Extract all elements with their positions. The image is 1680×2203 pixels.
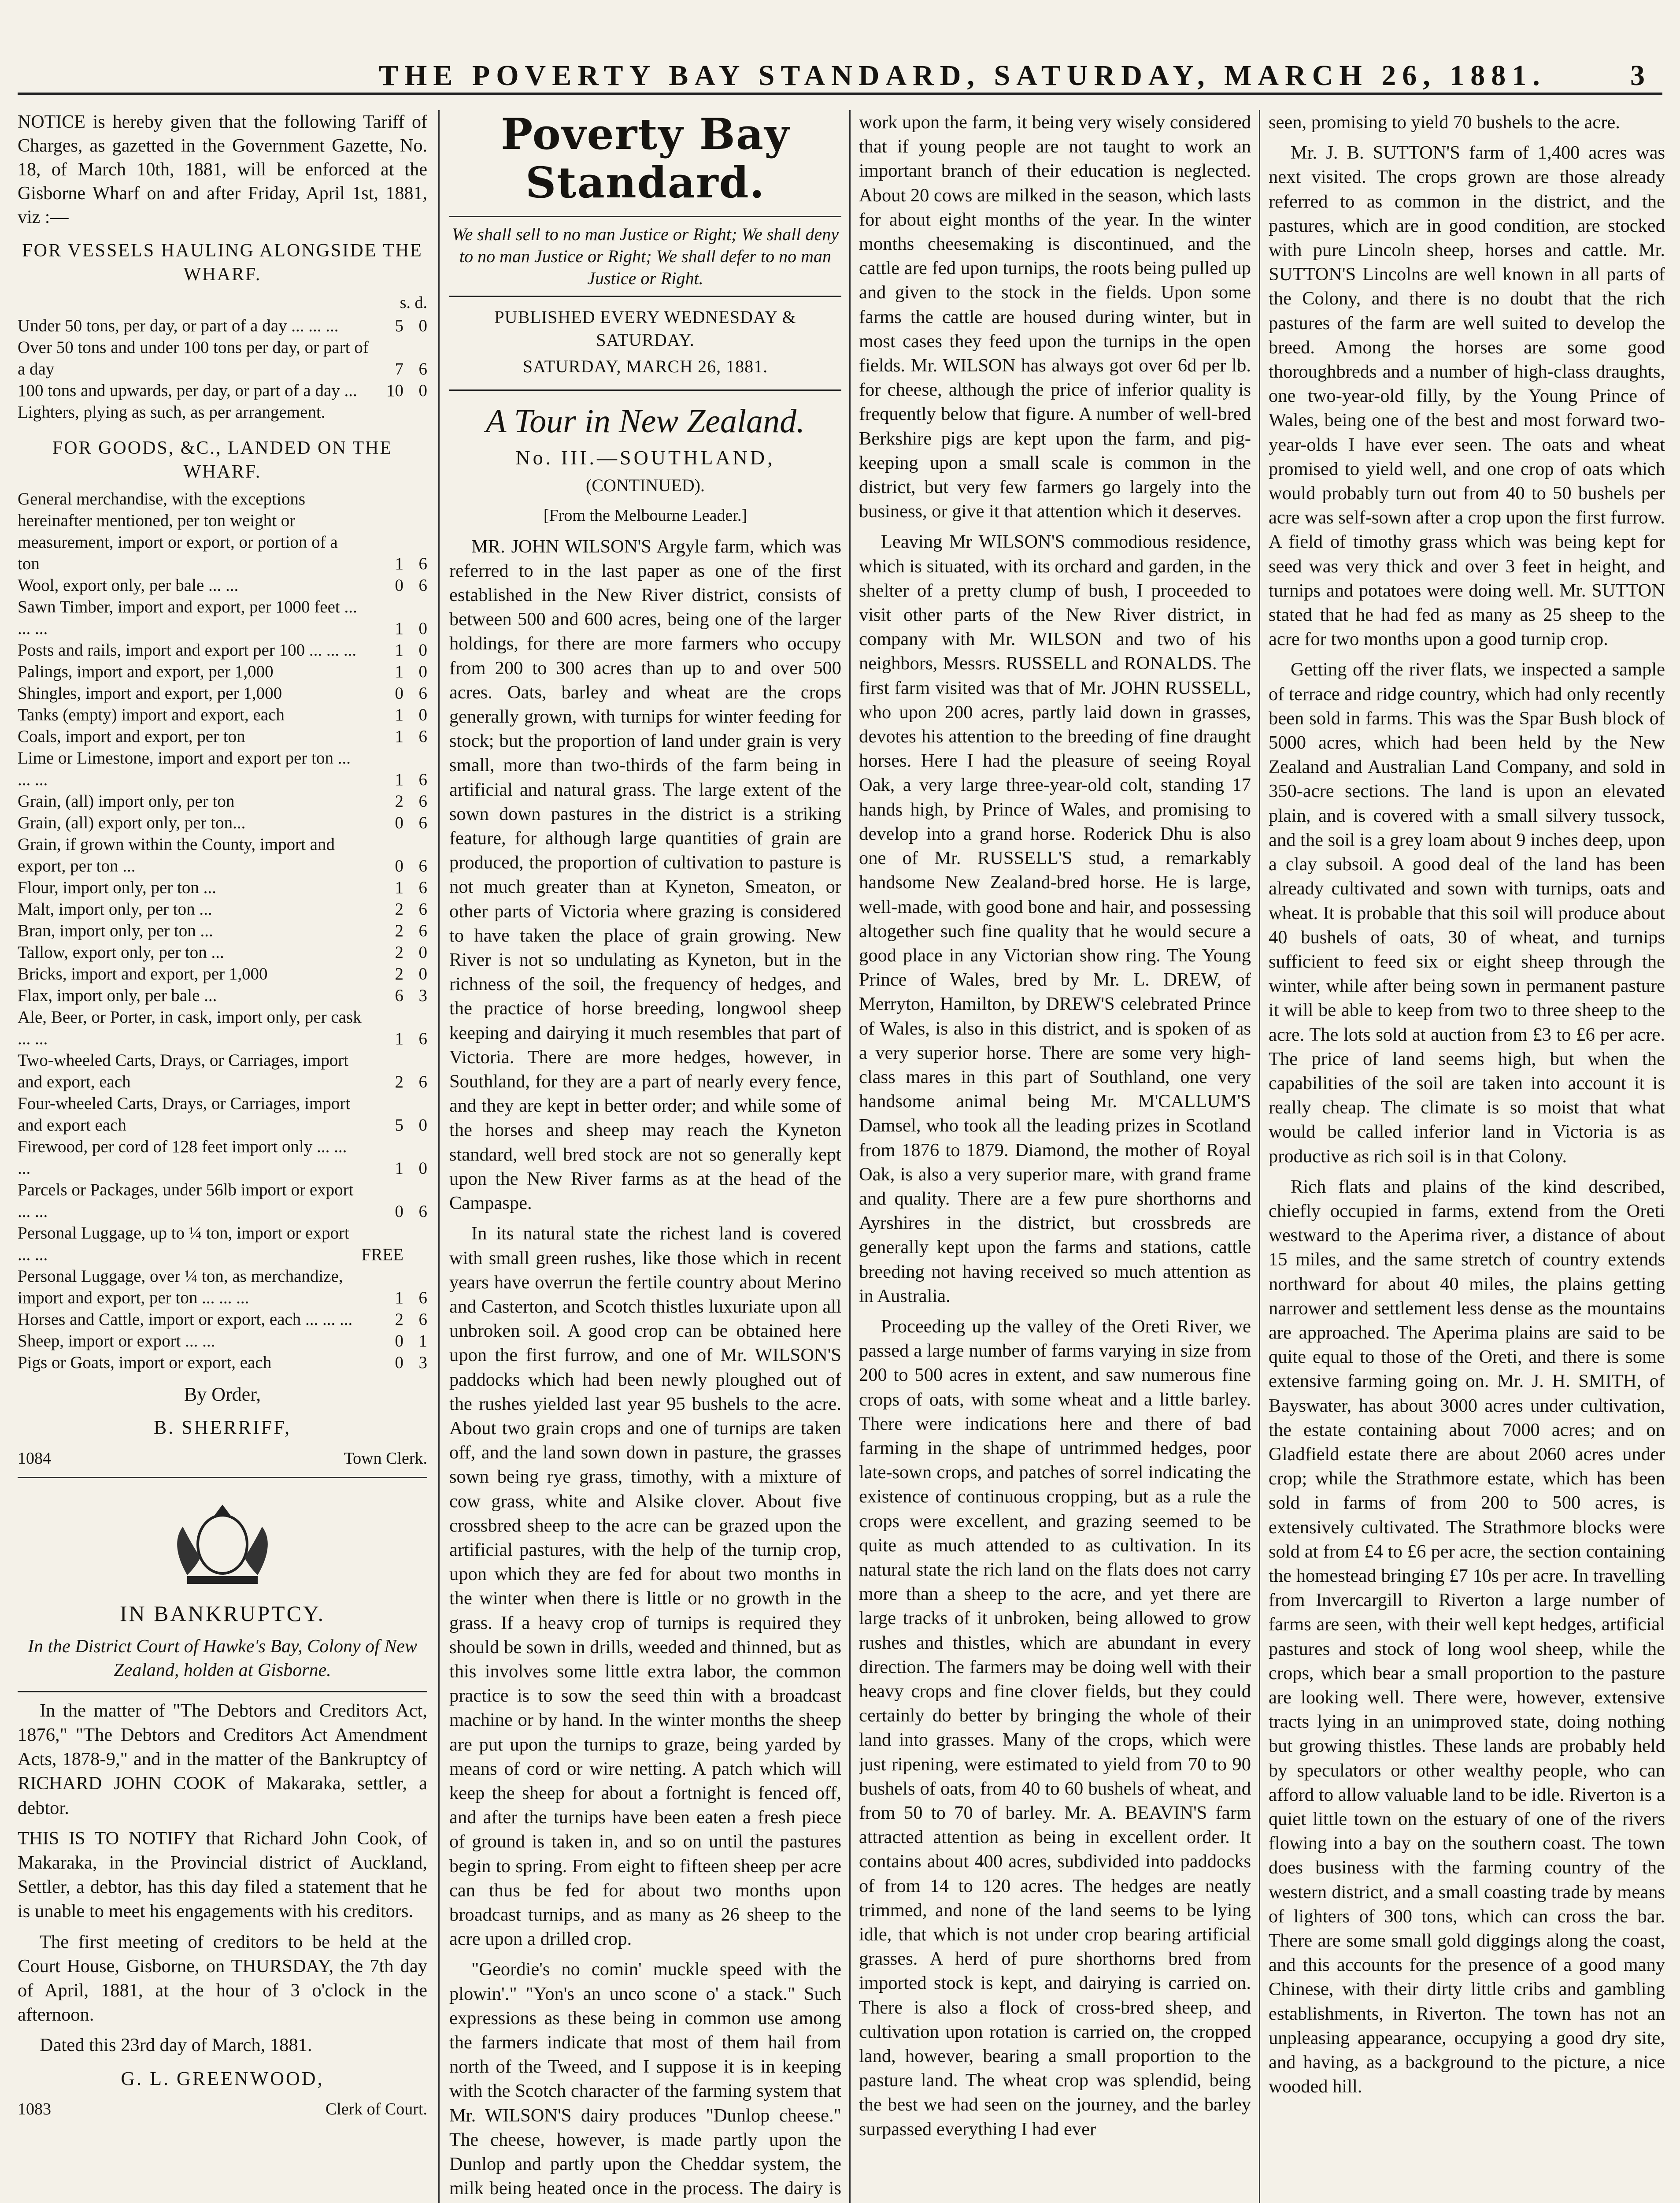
tariff-pence: 0: [418, 1116, 427, 1135]
tariff-row: [18, 812, 427, 834]
tariff-item: Firewood, per cord of 128 feet import only ... ... ...: [18, 1137, 347, 1178]
column-article-continued: [859, 110, 1251, 2203]
tariff-item: Over 50 tons and under 100 tons per day, or part of a day: [18, 338, 369, 379]
tariff-row: [18, 1136, 427, 1179]
tariff-shillings: 1: [395, 641, 403, 660]
signer-row: [18, 1449, 427, 1478]
tariff-shillings: 0: [395, 576, 403, 595]
tariff-pence: 6: [418, 1202, 427, 1221]
signer-name: B. SHERRIFF,: [153, 1417, 292, 1439]
tariff-item: Posts and rails, import and export per 100 ... ... ...: [18, 641, 357, 660]
tariff-row: [18, 488, 427, 575]
tariff-pence: 6: [418, 857, 427, 876]
by-order: By Order,: [184, 1383, 261, 1406]
tariff-shillings: 1: [395, 1159, 403, 1178]
tariff-pence: 6: [418, 1288, 427, 1308]
tariff-row: [18, 920, 427, 942]
tariff-item: 100 tons and upwards, per day, or part of a day ...: [18, 381, 357, 401]
tariff-shillings: 1: [395, 770, 403, 790]
column-editorial: [449, 110, 841, 2203]
tariff-row: [18, 1050, 427, 1093]
tariff-pence: 3: [418, 1353, 427, 1372]
tariff-shillings: 0: [395, 1202, 403, 1221]
tariff-shillings: 2: [395, 964, 403, 984]
tariff-item: Palings, import and export, per 1,000: [18, 662, 274, 682]
tariff-item: Personal Luggage, up to ¼ ton, import or export ... ...: [18, 1224, 349, 1265]
issue-date: SATURDAY, MARCH 26, 1881.: [522, 356, 768, 376]
tariff-item: Tallow, export only, per ton ...: [18, 943, 224, 962]
tariff-row: [18, 682, 427, 704]
matter-text: In the matter of "The Debtors and Creditors Act, 1876," "The Debtors and Creditors Act Amendment Acts, 1878-9," and in the matter of the Bankruptcy of RICHARD JOHN COOK of Makaraka, settler, a debtor.: [18, 1700, 427, 1818]
tariff-shillings: 7: [395, 360, 403, 379]
tariff-pence: 0: [418, 316, 427, 336]
vessels-heading: FOR VESSELS HAULING ALONGSIDE THE WHARF.: [22, 241, 423, 285]
tariff-pence: 0: [418, 705, 427, 725]
signer2-row: [18, 2099, 427, 2119]
signer2-title: Clerk of Court.: [325, 2099, 427, 2118]
tariff-row: [18, 747, 427, 790]
tariff-row: [18, 985, 427, 1006]
tariff-pence: 0: [418, 943, 427, 962]
tariff-item: Wool, export only, per bale ... ...: [18, 576, 239, 595]
tariff-item: Bricks, import and export, per 1,000: [18, 964, 268, 984]
tariff-row: [18, 575, 427, 596]
vessels-tariff-table: [18, 315, 427, 423]
tariff-pence: 0: [418, 1159, 427, 1178]
tariff-pence: [403, 401, 427, 423]
tariff-pence: 6: [418, 792, 427, 811]
tariff-row: [18, 1222, 427, 1265]
motto: We shall sell to no man Justice or Right; We shall deny to no man Justice or Right; We shall defer to no man Justice or Right.: [449, 216, 841, 297]
tariff-pence: 6: [418, 1310, 427, 1329]
tariff-row: [18, 315, 427, 337]
tariff-row: [18, 790, 427, 812]
article-paragraph: Getting off the river flats, we inspected a sample of terrace and ridge country, which had only recently been sold in farms. This was the Spar Bush block of 5000 acres, which had been held by the New Zealand and Australian Land Company, and sold in 350-acre sections. The land is upon an elevated plain, and is covered with a small silvery tussock, and the soil is a grey loam about 9 inches deep, upon a clay subsoil. A good deal of the land has been already cultivated and sown with turnips, oats and wheat. It is probable that this soil will produce about 40 bushels of oats, 30 of wheat, and turnips sufficient to feed six or eight sheep through the winter, while after being sown in permanent pasture it will be able to keep from two to three sheep to the acre. The lots sold at auction from £3 to £6 per acre. The price of land seems high, but when the capabilities of the soil are taken into account it is really cheap. The climate is so moist that what would be called inferior land in Victoria is as productive as rich soil is in that Colony.: [1269, 659, 1665, 1167]
tariff-item: Bran, import only, per ton ...: [18, 921, 213, 941]
tariff-row: [18, 337, 427, 380]
tariff-shillings: 2: [395, 1072, 403, 1092]
tariff-shillings: 1: [395, 662, 403, 682]
tariff-row: [18, 1093, 427, 1136]
tariff-item: Horses and Cattle, import or export, each ... ... ...: [18, 1310, 353, 1329]
tariff-row: [18, 1330, 427, 1352]
tariff-item: Shingles, import and export, per 1,000: [18, 684, 282, 703]
tariff-pence: 0: [418, 619, 427, 638]
tariff-row: [18, 726, 427, 747]
tariff-pence: 6: [418, 878, 427, 898]
tariff-item: Sheep, import or export ... ...: [18, 1331, 215, 1351]
article-source: [From the Melbourne Leader.]: [543, 506, 747, 525]
article-headline: A Tour in New Zealand.: [449, 389, 841, 441]
tariff-shillings: 1: [395, 705, 403, 725]
continued-label: (CONTINUED).: [586, 475, 705, 496]
tariff-shillings: 10: [386, 381, 403, 401]
tariff-pence: 6: [418, 921, 427, 941]
tariff-pence: 6: [418, 770, 427, 790]
tariff-shillings: 1: [395, 878, 403, 898]
tariff-item: Grain, (all) import only, per ton: [18, 792, 235, 811]
tariff-shillings: 0: [395, 684, 403, 703]
tariff-item: Parcels or Packages, under 56lb import or export ... ...: [18, 1180, 354, 1221]
notice-number-2: 1083: [18, 2099, 51, 2118]
tariff-item: General merchandise, with the exceptions hereinafter mentioned, per ton weight or measurement, import or export, or portion of a ton: [18, 490, 338, 574]
tariff-row: [18, 1006, 427, 1050]
notice-number: 1084: [18, 1449, 51, 1468]
tariff-shillings: 2: [395, 1310, 403, 1329]
tariff-row: [18, 704, 427, 726]
tariff-shillings: 1: [395, 619, 403, 638]
tariff-shillings: 1: [395, 1288, 403, 1308]
tariff-row: [18, 1309, 427, 1330]
tariff-shillings: 6: [395, 986, 403, 1005]
tariff-item: Coals, import and export, per ton: [18, 727, 245, 746]
article-paragraph: Proceeding up the valley of the Oreti River, we passed a large number of farms varying in size from 200 to 500 acres in extent, and saw numerous fine crops of oats, with some wheat and a little barley. There were indications here and there of bad farming in the shape of untrimmed hedges, poor late-sown crops, and patches of sorrel indicating the existence of continuous cropping, but as a rule the crops were excellent, and grazing seemed to be quite as much attended to as cultivation. In its natural state the rich land on the flats does not carry more than a sheep to the acre, and yet there are large tracks of it unbroken, being allowed to grow rushes and thistles, which are abundant in every direction. The farmers may be doing well with their heavy crops and fine clover fields, but they could certainly do better by bringing the whole of their land into grasses. Many of the crops, which were just ripening, were estimated to yield from 70 to 90 bushels of oats, from 40 to 60 bushels of wheat, and from 50 to 70 of barley. Mr. A. BEAVIN'S farm attracted attention as being in excellent order. It contains about 400 acres, subdivided into paddocks of from 14 to 120 acres. The hedges are neatly trimmed, and none of the land seems to be lying idle, that which is not under crop bearing artificial grasses. A herd of pure shorthorns bred from imported stock is kept, and dairying is carried on. There is also a flock of cross-bred sheep, and cultivation upon rotation is carried on, the cropped land, however, bearing a small proportion to the pasture land. The wheat crop was splendid, being the best we had seen on the journey, and the barley surpassed everything I had ever: [859, 1316, 1251, 2140]
tariff-item: Flax, import only, per bale ...: [18, 986, 217, 1005]
tariff-shillings: 1: [395, 727, 403, 746]
tariff-pence: 3: [418, 986, 427, 1005]
tariff-pence: 6: [418, 360, 427, 379]
tariff-item: Lighters, plying as such, as per arrangement.: [18, 403, 326, 422]
tariff-pence: 6: [418, 684, 427, 703]
tariff-row: [18, 1265, 427, 1309]
bankruptcy-heading: IN BANKRUPTCY.: [119, 1601, 326, 1626]
tariff-item: Tanks (empty) import and export, each: [18, 705, 285, 725]
tariff-shillings: 5: [395, 1116, 403, 1135]
column-article-end: [1269, 110, 1665, 2203]
tariff-item: Four-wheeled Carts, Drays, or Carriages, import and export each: [18, 1094, 351, 1135]
tariff-pence: 6: [418, 813, 427, 833]
newspaper-nameplate: Poverty Bay Standard.: [501, 110, 790, 208]
column-rule: [1259, 110, 1260, 2203]
tariff-item: Under 50 tons, per day, or part of a day ... ... ...: [18, 316, 339, 336]
tariff-row: [18, 596, 427, 639]
notify-text: THIS IS TO NOTIFY that Richard John Cook, of Makaraka, in the Provincial district of Auckland, Settler, a debtor, has this day filed a statement that he is unable to meet his engagements with his creditors.: [18, 1828, 427, 1922]
tariff-shillings: 0: [395, 1331, 403, 1351]
tariff-shillings: [380, 401, 403, 423]
tariff-pence: 1: [418, 1331, 427, 1351]
goods-heading: FOR GOODS, &C., LANDED ON THE WHARF.: [52, 438, 393, 482]
goods-tariff-table: [18, 488, 427, 1373]
tariff-row: [18, 661, 427, 682]
article-number: No. III.—SOUTHLAND,: [515, 446, 775, 469]
royal-crest-icon: [156, 1491, 289, 1588]
column-rule: [849, 110, 851, 2203]
tariff-row: [18, 963, 427, 985]
tariff-pence: 0: [418, 964, 427, 984]
tariff-pence: 6: [418, 727, 427, 746]
tariff-pence: 6: [418, 1029, 427, 1049]
page-title: THE POVERTY BAY STANDARD, SATURDAY, MARCH 26, 1881.: [379, 59, 1546, 92]
tariff-item: Grain, if grown within the County, import and export, per ton ...: [18, 835, 335, 876]
masthead: [18, 53, 1662, 95]
tariff-pence: 0: [418, 641, 427, 660]
tariff-shillings: 0: [395, 857, 403, 876]
tariff-pence: [403, 1222, 427, 1265]
article-paragraph: Leaving Mr WILSON'S commodious residence, which is situated, with its orchard and garden, in the shelter of a pretty clump of bush, I proceeded to visit other parts of the New River district, in company with Mr. WILSON and two of his neighbors, Messrs. RUSSELL and RONALDS. The first farm visited was that of Mr. JOHN RUSSELL, who upon 200 acres, partly laid down in grasses, devotes his attention to the breeding of fine draught horses. Here I had the pleasure of seeing Royal Oak, a very large three-year-old colt, standing 17 hands high, by Prince of Wales, and promising to develop into a grand horse. Roderick Dhu is also one of Mr. RUSSELL'S stud, a remarkably handsome New Zealand-bred horse. He is large, well-made, with good bone and hair, and possessing altogether such fine quality that he would secure a good place in any Victorian show ring. The Young Prince of Wales, bred by Mr. L. DREW, of Merryton, Hamilton, by DREW'S celebrated Prince of Wales, is also in this district, and is spoken of as a very superior horse. There are some very high-class mares in this part of Southland, one very handsome animal being Mr. M'CALLUM'S Damsel, who took all the leading prizes in Scotland from 1876 to 1879. Diamond, the mother of Royal Oak, is also a very superior mare, with grand frame and quality. There are a few pure shorthorns and Ayrshires in the district, but crossbreds are generally kept upon the farms and stations, cattle breeding not having received so much attention as in Australia.: [859, 531, 1251, 1306]
tariff-shillings: 2: [395, 792, 403, 811]
tariff-shillings: 1: [395, 554, 403, 574]
tariff-row: [18, 401, 427, 423]
tariff-pence: 6: [418, 576, 427, 595]
page-number: 3: [1630, 59, 1645, 92]
tariff-shillings: 0: [395, 1353, 403, 1372]
tariff-shillings: 5: [395, 316, 403, 336]
tariff-item: Sawn Timber, import and export, per 1000 feet ... ... ...: [18, 597, 357, 638]
tariff-item: Grain, (all) export only, per ton...: [18, 813, 246, 833]
court-name: In the District Court of Hawke's Bay, Colony of New Zealand, holden at Gisborne.: [18, 1635, 427, 1692]
tariff-shillings: 0: [395, 813, 403, 833]
article-paragraph: Rich flats and plains of the kind described, chiefly occupied in farms, extend from the Oreti westward to the Aperima river, a distance of about 15 miles, and the same stretch of country extends northward for about 40 miles, the plains getting narrower and settlement less dense as the mountains are approached. The Aperima plains are said to be quite equal to those of the Oreti, and there is some extensive farming going on. Mr. J. H. SMITH, of Bayswater, has about 3000 acres under cultivation, the estate containing about 7000 acres; and on Gladfield estate there are about 2060 acres under crop; while the Strathmore estate, which has been sold in farms of from 200 to 500 acres, is extensively cultivated. The Strathmore blocks were sold at from £4 to £6 per acre, the section containing the homestead bringing £7 10s per acre. In travelling from Invercargill to Riverton a large number of farms are seen, with their well kept hedges, artificial pastures and stock of long wool sheep, while the crops, which bear a small proportion to the pasture are looking well. There were, however, extensive tracts lying in an unimproved state, doing nothing but growing thistles. These lands are probably held by speculators or other wealthy people, who can afford to allow valuable land to be idle. Riverton is a quiet little town on the estuary of one of the rivers flowing into a bay on the southern coast. The town does business with the farming country of the western district, and a small coasting trade by means of lighters of 300 tons, which can cross the bar. There are some small gold diggings along the coast, and this accounts for the presence of a good many Chinese, with their dirty little cribs and gambling establishments, in Riverton. The town has not an unpleasing appearance, occupying a good dry site, and having, as a background to the picture, a nice wooded hill.: [1269, 1176, 1665, 2097]
dated-text: Dated this 23rd day of March, 1881.: [40, 2035, 312, 2056]
signer-title: Town Clerk.: [344, 1449, 427, 1468]
tariff-row: [18, 639, 427, 661]
notice-intro: NOTICE is hereby given that the following Tariff of Charges, as gazetted in the Government Gazette, No. 18, of March 10th, 1881, will be enforced at the Gisborne Wharf on and after Friday, April 1st, 1881, viz :—: [18, 112, 427, 227]
article-paragraph: "Geordie's no comin' muckle speed with the plowin'." "Yon's an unco scone o' a stack." Such expressions as these being in common use among the farmers indicate that most of them hail from north of the Tweed, and I suppose it is in keeping with the Scotch character of the farming system that Mr. WILSON'S dairy produces "Dunlop cheese." The cheese, however, is made partly upon the Dunlop and partly upon the Cheddar system, the milk being heated once in the process. The dairy is: [449, 1959, 841, 2199]
column-rule: [438, 110, 440, 2203]
tariff-pence: 0: [418, 381, 427, 401]
article-paragraph: Mr. J. B. SUTTON'S farm of 1,400 acres was next visited. The crops grown are those already referred to as common in the district, and the pastures, which are in good condition, are stocked with pure Lincoln sheep, horses and cattle. Mr. SUTTON'S Lincolns are well known in all parts of the Colony, and there is no doubt that the rich pastures of the farm are well suited to develop the breed. Among the horses are some good thoroughbreds and a number of high-class draughts, one two-year-old filly, by the Young Prince of Wales, being one of the best and most forward two-year-olds I have ever seen. The oats and wheat promised to yield well, and one crop of oats which would probably turn out from 40 to 50 bushels per acre was self-sown after a crop upon the first furrow. A field of timothy grass which was being kept for seed was very thick and over 3 feet in height, and turnips and potatoes were doing well. Mr. SUTTON stated that he had fed as many as 25 sheep to the acre for two months upon a good turnip crop.: [1269, 142, 1665, 650]
tariff-row: [18, 1352, 427, 1373]
tariff-item: Malt, import only, per ton ...: [18, 900, 212, 919]
article-paragraph: seen, promising to yield 70 bushels to the acre.: [1269, 112, 1620, 133]
tariff-item: Two-wheeled Carts, Drays, or Carriages, import and export, each: [18, 1051, 349, 1092]
tariff-row: [18, 834, 427, 877]
meeting-text: The first meeting of creditors to be held at the Court House, Gisborne, on THURSDAY, the 7th day of April, 1881, at the hour of 3 o'clock in the afternoon.: [18, 1931, 427, 2025]
tariff-item: Lime or Limestone, import and export per ton ... ... ...: [18, 749, 351, 790]
tariff-pence: 0: [418, 662, 427, 682]
publication-schedule: PUBLISHED EVERY WEDNESDAY & SATURDAY.: [494, 307, 796, 350]
column-notices: [18, 110, 427, 2203]
tariff-shillings: 2: [395, 900, 403, 919]
signer2-name: G. L. GREENWOOD,: [121, 2067, 324, 2089]
tariff-item: Ale, Beer, or Porter, in cask, import only, per cask ... ...: [18, 1008, 362, 1049]
tariff-row: [18, 1179, 427, 1222]
tariff-pence: 6: [418, 554, 427, 574]
tariff-shillings: 2: [395, 921, 403, 941]
tariff-item: Pigs or Goats, import or export, each: [18, 1353, 272, 1372]
sd-header: s. d.: [400, 293, 427, 312]
tariff-shillings: 1: [395, 1029, 403, 1049]
tariff-item: Personal Luggage, over ¼ ton, as merchandize, import and export, per ton ... ... ...: [18, 1267, 343, 1308]
article-paragraph: MR. JOHN WILSON'S Argyle farm, which was referred to in the last paper as one of the first established in the New River district, consists of between 500 and 600 acres, being one of the larger holdings, for there are more farmers who occupy from 200 to 300 acres than up to and over 500 acres. Oats, barley and wheat are the crops generally grown, with turnips for winter feeding for stock; but the proportion of land under grain is very small, more than two-thirds of the farm being in artificial and natural grass. The large extent of the sown down pastures in the district is a striking feature, for although large quantities of grain are produced, the proportion of cultivation to pasture is not much greater than at Kyneton, Smeaton, or other parts of Victoria where grazing is considered to have taken the place of grain growing. New River is not so undulating as Kyneton, but in the richness of the soil, the frequency of hedges, and the practice of horse breeding, longwool sheep keeping and dairying it much resembles that part of Victoria. There are more hedges, however, in Southland, for they are a part of nearly every fence, and they are kept in better order; and while some of the horses and sheep may reach the Kyneton standard, well bred stock are not so generally kept upon the New River farms as at the head of the Campaspe.: [449, 536, 841, 1214]
tariff-shillings: FREE: [361, 1245, 403, 1265]
tariff-row: [18, 380, 427, 401]
tariff-row: [18, 877, 427, 898]
tariff-pence: 6: [418, 1072, 427, 1092]
tariff-row: [18, 898, 427, 920]
article-paragraph: In its natural state the richest land is covered with small green rushes, like those which in recent years have overrun the fertile country about Merino and Casterton, and Scotch thistles luxuriate upon all unbroken soil. A good crop can be obtained here upon the first furrow, and one of Mr. WILSON'S paddocks which had been newly ploughed out of the rushes yielded last year 95 bushels to the acre. About two grain crops and one of turnips are taken off, and the land sown down in pasture, the grasses sown being rye grass, timothy, with a mixture of cow grass, white and Alsike clover. About five crossbred sheep to the acre can be grazed upon the artificial pastures, with the help of the turnip crop, upon which they are fed for about two months in the winter when there is little or no growth in the grass. If a heavy crop of turnips is required they should be sown in drills, weeded and thinned, but as this involves some little extra labor, the common practice is to sow the seed thin with a broadcast machine or by hand. In the winter months the sheep are put upon the turnips to graze, being yarded by means of cord or wire netting. A patch which will keep the sheep for about a fortnight is fenced off, and after the turnips have been eaten a fresh piece of ground is taken in, and so on until the pastures begin to spring. From eight to fifteen sheep per acre can thus be fed for about two months upon broadcast turnips, and as many as 26 sheep to the acre upon a drilled crop.: [449, 1223, 841, 1950]
tariff-shillings: 2: [395, 943, 403, 962]
tariff-pence: 6: [418, 900, 427, 919]
article-paragraph: work upon the farm, it being very wisely considered that if young people are not taught to work an important branch of their education is neglected. About 20 cows are milked in the season, which lasts for about eight months of the year. In the winter months cheesemaking is discontinued, and the cattle are fed upon turnips, the roots being pulled up and given to the stock in the fields. Upon some farms the cattle are housed during winter, but in most cases they feed upon the turnips in the open fields. Mr. WILSON has always got over 6d per lb. for cheese, although the price of inferior quality is frequently below that figure. A number of well-bred Berkshire pigs are kept upon the farm, and pig-keeping upon a small scale is common in the district, but very few farmers go largely into the business, or give it that attention which it deserves.: [859, 112, 1251, 522]
tariff-row: [18, 942, 427, 963]
tariff-item: Flour, import only, per ton ...: [18, 878, 216, 898]
